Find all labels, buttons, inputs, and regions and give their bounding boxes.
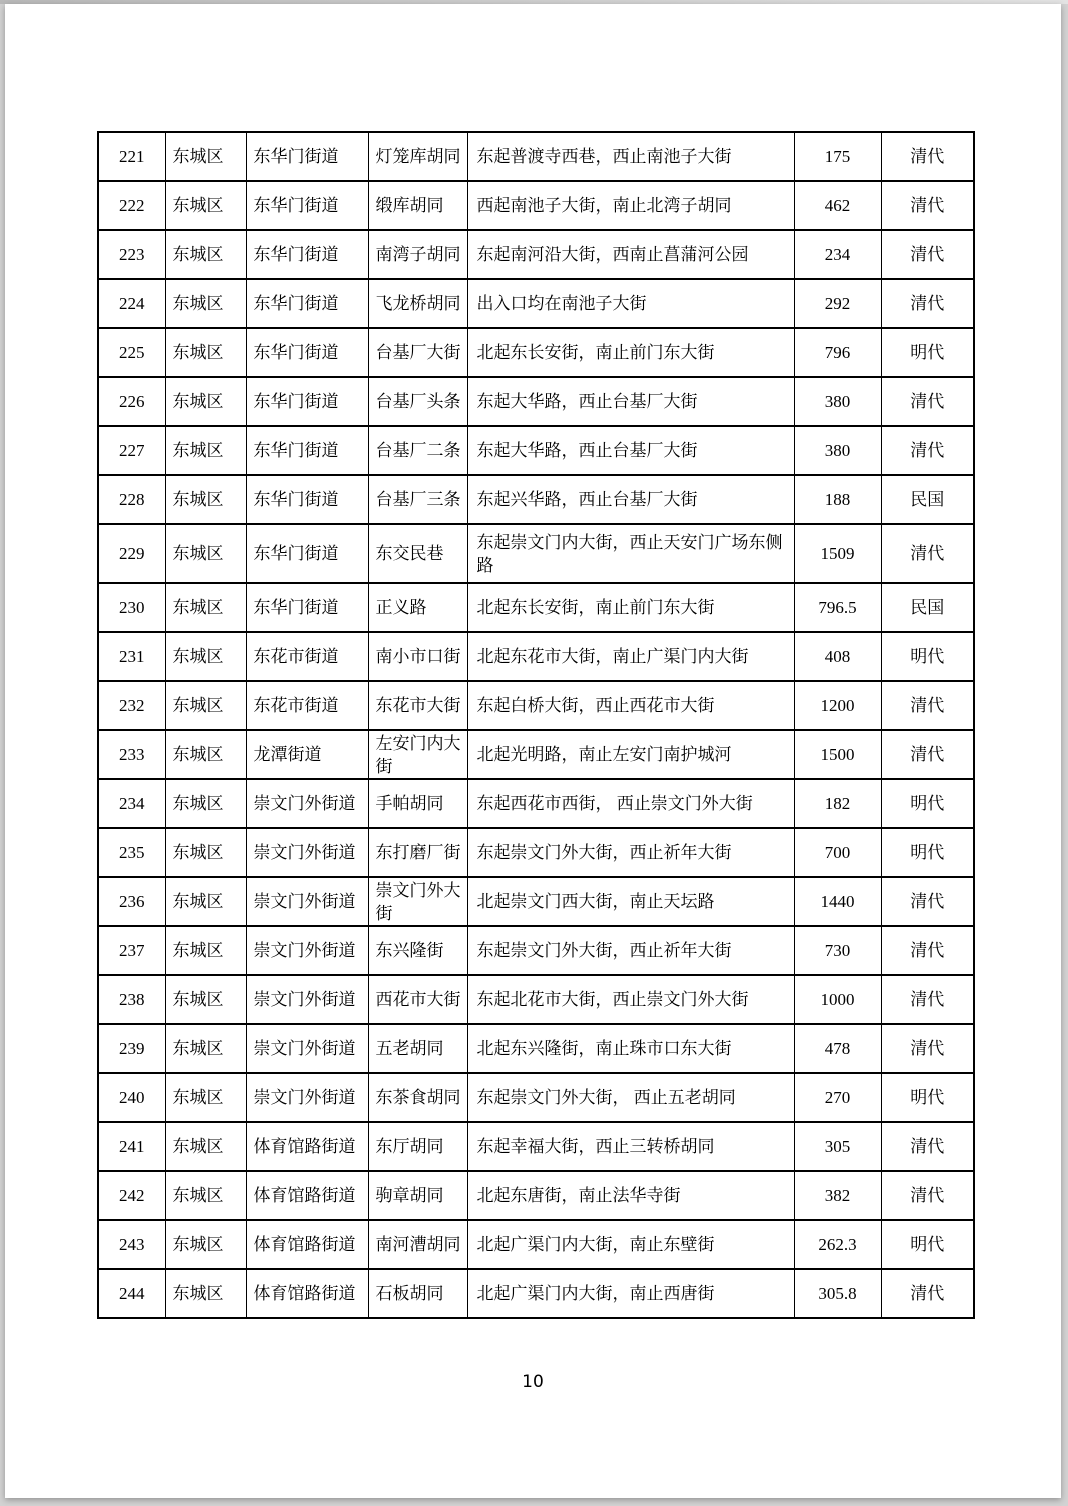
table-row	[98, 779, 974, 828]
cell-district: 东城区	[165, 426, 246, 475]
cell-subdistrict: 崇文门外街道	[246, 877, 368, 926]
cell-era: 清代	[881, 1024, 974, 1073]
cell-seq-number: 223	[98, 230, 165, 279]
cell-seq-number: 241	[98, 1122, 165, 1171]
cell-extent: 北起崇文门西大街，南止天坛路	[467, 877, 794, 926]
table-row	[98, 475, 974, 524]
cell-seq-number: 231	[98, 632, 165, 681]
cell-subdistrict: 东华门街道	[246, 230, 368, 279]
table-row	[98, 1073, 974, 1122]
cell-era: 明代	[881, 632, 974, 681]
cell-length: 270	[794, 1073, 881, 1122]
table-row	[98, 1171, 974, 1220]
cell-street-name: 东兴隆街	[368, 926, 467, 975]
cell-street-name: 台基厂三条	[368, 475, 467, 524]
cell-seq-number: 240	[98, 1073, 165, 1122]
table-row	[98, 426, 974, 475]
cell-length: 305.8	[794, 1269, 881, 1318]
cell-seq-number: 242	[98, 1171, 165, 1220]
cell-subdistrict: 东华门街道	[246, 377, 368, 426]
cell-street-name: 台基厂二条	[368, 426, 467, 475]
table-row	[98, 877, 974, 926]
cell-seq-number: 227	[98, 426, 165, 475]
cell-seq-number: 243	[98, 1220, 165, 1269]
cell-subdistrict: 体育馆路街道	[246, 1171, 368, 1220]
cell-extent: 北起广渠门内大街，南止西唐街	[467, 1269, 794, 1318]
table-row	[98, 1024, 974, 1073]
table-row	[98, 377, 974, 426]
cell-district: 东城区	[165, 877, 246, 926]
cell-subdistrict: 东华门街道	[246, 583, 368, 632]
page-number: 10	[522, 1372, 544, 1392]
cell-era: 民国	[881, 475, 974, 524]
cell-length: 175	[794, 132, 881, 181]
cell-seq-number: 226	[98, 377, 165, 426]
cell-subdistrict: 东花市街道	[246, 681, 368, 730]
cell-subdistrict: 崇文门外街道	[246, 1024, 368, 1073]
cell-era: 清代	[881, 230, 974, 279]
document-page	[5, 4, 1061, 1498]
cell-length: 730	[794, 926, 881, 975]
cell-district: 东城区	[165, 1073, 246, 1122]
cell-subdistrict: 体育馆路街道	[246, 1220, 368, 1269]
cell-extent: 出入口均在南池子大街	[467, 279, 794, 328]
cell-district: 东城区	[165, 975, 246, 1024]
cell-extent: 北起东花市大街，南止广渠门内大街	[467, 632, 794, 681]
cell-district: 东城区	[165, 1122, 246, 1171]
cell-length: 382	[794, 1171, 881, 1220]
cell-length: 182	[794, 779, 881, 828]
cell-subdistrict: 体育馆路街道	[246, 1122, 368, 1171]
cell-district: 东城区	[165, 524, 246, 583]
table-row	[98, 279, 974, 328]
cell-extent: 西起南池子大街，南止北湾子胡同	[467, 181, 794, 230]
cell-street-name: 南小市口街	[368, 632, 467, 681]
table-row	[98, 328, 974, 377]
cell-era: 清代	[881, 524, 974, 583]
cell-subdistrict: 东花市街道	[246, 632, 368, 681]
cell-length: 462	[794, 181, 881, 230]
cell-extent: 东起兴华路，西止台基厂大街	[467, 475, 794, 524]
cell-seq-number: 221	[98, 132, 165, 181]
cell-length: 380	[794, 377, 881, 426]
cell-seq-number: 224	[98, 279, 165, 328]
cell-extent: 北起广渠门内大街，南止东壁街	[467, 1220, 794, 1269]
cell-seq-number: 239	[98, 1024, 165, 1073]
cell-subdistrict: 东华门街道	[246, 181, 368, 230]
cell-length: 408	[794, 632, 881, 681]
table-row	[98, 230, 974, 279]
cell-length: 700	[794, 828, 881, 877]
cell-extent: 北起东唐街，南止法华寺街	[467, 1171, 794, 1220]
cell-subdistrict: 龙潭街道	[246, 730, 368, 779]
cell-subdistrict: 崇文门外街道	[246, 975, 368, 1024]
cell-extent: 东起西花市西街， 西止崇文门外大街	[467, 779, 794, 828]
cell-seq-number: 235	[98, 828, 165, 877]
cell-length: 188	[794, 475, 881, 524]
cell-era: 清代	[881, 877, 974, 926]
cell-seq-number: 238	[98, 975, 165, 1024]
cell-era: 清代	[881, 426, 974, 475]
cell-street-name: 五老胡同	[368, 1024, 467, 1073]
cell-era: 清代	[881, 132, 974, 181]
cell-district: 东城区	[165, 730, 246, 779]
cell-seq-number: 234	[98, 779, 165, 828]
cell-length: 234	[794, 230, 881, 279]
cell-era: 清代	[881, 681, 974, 730]
cell-street-name: 飞龙桥胡同	[368, 279, 467, 328]
cell-era: 清代	[881, 730, 974, 779]
cell-district: 东城区	[165, 632, 246, 681]
cell-seq-number: 230	[98, 583, 165, 632]
cell-era: 清代	[881, 1171, 974, 1220]
cell-extent: 东起白桥大街，西止西花市大街	[467, 681, 794, 730]
cell-length: 1500	[794, 730, 881, 779]
cell-district: 东城区	[165, 1171, 246, 1220]
cell-street-name: 西花市大街	[368, 975, 467, 1024]
cell-extent: 东起崇文门外大街，西止祈年大街	[467, 828, 794, 877]
cell-extent: 东起崇文门外大街，西止祈年大街	[467, 926, 794, 975]
cell-street-name: 石板胡同	[368, 1269, 467, 1318]
cell-street-name: 崇文门外大街	[368, 877, 467, 926]
cell-length: 1200	[794, 681, 881, 730]
cell-era: 明代	[881, 828, 974, 877]
cell-seq-number: 233	[98, 730, 165, 779]
cell-street-name: 东厅胡同	[368, 1122, 467, 1171]
cell-extent: 北起东长安街，南止前门东大街	[467, 583, 794, 632]
cell-extent: 东起大华路，西止台基厂大街	[467, 377, 794, 426]
street-register-table	[97, 131, 975, 1319]
cell-seq-number: 228	[98, 475, 165, 524]
cell-district: 东城区	[165, 279, 246, 328]
cell-street-name: 台基厂头条	[368, 377, 467, 426]
cell-street-name: 缎库胡同	[368, 181, 467, 230]
cell-era: 明代	[881, 1073, 974, 1122]
cell-street-name: 东打磨厂街	[368, 828, 467, 877]
table-row	[98, 181, 974, 230]
cell-street-name: 驹章胡同	[368, 1171, 467, 1220]
cell-era: 民国	[881, 583, 974, 632]
cell-length: 380	[794, 426, 881, 475]
cell-street-name: 东茶食胡同	[368, 1073, 467, 1122]
cell-seq-number: 244	[98, 1269, 165, 1318]
table-row	[98, 681, 974, 730]
cell-subdistrict: 崇文门外街道	[246, 926, 368, 975]
table-body	[98, 132, 974, 1318]
cell-district: 东城区	[165, 328, 246, 377]
cell-length: 292	[794, 279, 881, 328]
cell-subdistrict: 东华门街道	[246, 328, 368, 377]
cell-district: 东城区	[165, 1269, 246, 1318]
cell-subdistrict: 崇文门外街道	[246, 779, 368, 828]
cell-extent: 东起南河沿大街，西南止菖蒲河公园	[467, 230, 794, 279]
cell-length: 796.5	[794, 583, 881, 632]
cell-length: 1509	[794, 524, 881, 583]
table-row	[98, 132, 974, 181]
cell-street-name: 东交民巷	[368, 524, 467, 583]
table-row	[98, 926, 974, 975]
cell-extent: 北起东长安街，南止前门东大街	[467, 328, 794, 377]
cell-district: 东城区	[165, 475, 246, 524]
table-row	[98, 524, 974, 583]
cell-era: 清代	[881, 181, 974, 230]
cell-street-name: 正义路	[368, 583, 467, 632]
table-row	[98, 1220, 974, 1269]
table-row	[98, 975, 974, 1024]
cell-extent: 北起光明路，南止左安门南护城河	[467, 730, 794, 779]
cell-district: 东城区	[165, 1220, 246, 1269]
cell-district: 东城区	[165, 828, 246, 877]
cell-length: 1440	[794, 877, 881, 926]
cell-seq-number: 232	[98, 681, 165, 730]
cell-seq-number: 229	[98, 524, 165, 583]
cell-district: 东城区	[165, 583, 246, 632]
cell-street-name: 南湾子胡同	[368, 230, 467, 279]
cell-extent: 东起幸福大街，西止三转桥胡同	[467, 1122, 794, 1171]
cell-seq-number: 222	[98, 181, 165, 230]
cell-extent: 东起崇文门内大街，西止天安门广场东侧路	[467, 524, 794, 583]
cell-extent: 东起崇文门外大街， 西止五老胡同	[467, 1073, 794, 1122]
cell-length: 262.3	[794, 1220, 881, 1269]
cell-district: 东城区	[165, 377, 246, 426]
table-row	[98, 632, 974, 681]
cell-era: 明代	[881, 779, 974, 828]
cell-extent: 东起普渡寺西巷，西止南池子大街	[467, 132, 794, 181]
cell-era: 清代	[881, 377, 974, 426]
cell-subdistrict: 崇文门外街道	[246, 1073, 368, 1122]
cell-seq-number: 237	[98, 926, 165, 975]
cell-era: 清代	[881, 279, 974, 328]
cell-subdistrict: 东华门街道	[246, 132, 368, 181]
cell-street-name: 台基厂大街	[368, 328, 467, 377]
cell-subdistrict: 体育馆路街道	[246, 1269, 368, 1318]
cell-extent: 东起北花市大街，西止崇文门外大街	[467, 975, 794, 1024]
cell-subdistrict: 东华门街道	[246, 279, 368, 328]
cell-era: 清代	[881, 926, 974, 975]
cell-district: 东城区	[165, 181, 246, 230]
cell-street-name: 南河漕胡同	[368, 1220, 467, 1269]
cell-subdistrict: 崇文门外街道	[246, 828, 368, 877]
cell-subdistrict: 东华门街道	[246, 426, 368, 475]
cell-street-name: 东花市大街	[368, 681, 467, 730]
cell-district: 东城区	[165, 779, 246, 828]
cell-era: 清代	[881, 1122, 974, 1171]
table-row	[98, 1122, 974, 1171]
cell-era: 清代	[881, 1269, 974, 1318]
cell-street-name: 灯笼库胡同	[368, 132, 467, 181]
cell-era: 明代	[881, 1220, 974, 1269]
cell-district: 东城区	[165, 230, 246, 279]
table-row	[98, 828, 974, 877]
cell-street-name: 左安门内大街	[368, 730, 467, 779]
cell-length: 478	[794, 1024, 881, 1073]
cell-extent: 东起大华路，西止台基厂大街	[467, 426, 794, 475]
cell-subdistrict: 东华门街道	[246, 524, 368, 583]
table-row	[98, 730, 974, 779]
cell-era: 明代	[881, 328, 974, 377]
cell-district: 东城区	[165, 926, 246, 975]
table-row	[98, 583, 974, 632]
table-row	[98, 1269, 974, 1318]
cell-seq-number: 236	[98, 877, 165, 926]
cell-era: 清代	[881, 975, 974, 1024]
cell-length: 796	[794, 328, 881, 377]
cell-length: 1000	[794, 975, 881, 1024]
cell-street-name: 手帕胡同	[368, 779, 467, 828]
cell-district: 东城区	[165, 1024, 246, 1073]
cell-district: 东城区	[165, 681, 246, 730]
cell-length: 305	[794, 1122, 881, 1171]
cell-district: 东城区	[165, 132, 246, 181]
cell-subdistrict: 东华门街道	[246, 475, 368, 524]
cell-extent: 北起东兴隆街，南止珠市口东大街	[467, 1024, 794, 1073]
cell-seq-number: 225	[98, 328, 165, 377]
